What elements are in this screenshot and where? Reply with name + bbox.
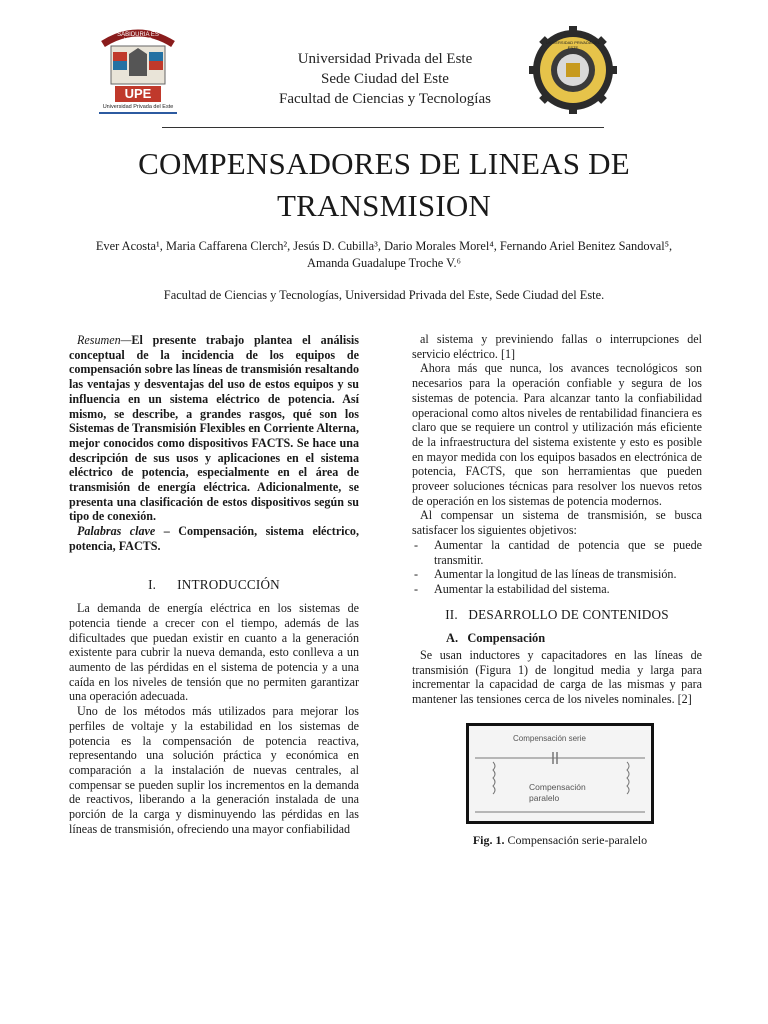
list-item: - Aumentar la cantidad de potencia que se puede transmitir. (412, 538, 702, 567)
campus-name: Sede Ciudad del Este (321, 71, 449, 87)
section-heading-introduccion (69, 578, 359, 593)
upe-logo-acronym: UPE (124, 86, 152, 101)
figure-label-paralelo-2: paralelo (529, 793, 560, 803)
paper-title-line1: COMPENSADORES DE LINEAS DE (138, 146, 630, 181)
authors-line1: Ever Acosta¹, Maria Caffarena Clerch², Jesús D. Cubilla³, Dario Morales Morel⁴, Fernando Ariel Benitez Sandoval⁵, (95, 239, 673, 253)
authors-line2: Amanda Guadalupe Troche V.⁶ (307, 256, 461, 270)
abstract-text: El presente trabajo plantea el análisis conceptual de la incidencia de los equipos de compensación sobre las líneas de transmisión resaltando las ventajas y desventajas del uso de estos equipos y su influencia en un sistema eléctrico de potencia. Así mismo, se describe, a grandes rasgos, qué son los Sistemas de Transmisión Flexibles en Corriente Alterna, mejor conocidos como dispositivos FACTS. Se hace una descripción de sus usos y aplicaciones en el sistema eléctrico de potencia, especialmente en el área de transmisión de energía eléctrica. Adicionalmente, se presenta una clasificación de estos dispositivos según su tipo de conexión. (69, 333, 359, 524)
paper-title (60, 143, 708, 227)
university-name: Universidad Privada del Este (297, 51, 473, 67)
section-number: II. (445, 606, 458, 622)
affiliation: Facultad de Ciencias y Tecnologías, Universidad Privada del Este, Sede Ciudad del Este. (163, 288, 605, 302)
subsection-label: A. (446, 631, 459, 646)
upe-logo (95, 26, 181, 122)
right-paragraph-3: Al compensar un sistema de transmisión, se busca satisfacer los siguientes objetivos: (412, 508, 702, 538)
subsection-title: Compensación (467, 631, 546, 646)
section-heading-desarrollo (412, 608, 702, 623)
caption-text: Compensación serie-paralelo (504, 833, 648, 847)
figure-compensation-diagram (466, 723, 654, 824)
faculty-name: Facultad de Ciencias y Tecnologías (279, 91, 491, 107)
abstract (69, 333, 359, 524)
keywords-text: – Compensación, sistema eléctrico, potencia, FACTS. (69, 524, 359, 553)
caption-label: Fig. 1. (472, 833, 505, 847)
figure-caption (430, 833, 690, 848)
faculty-seal-text: UNIVERSIDAD PRIVADA DEL ESTE (545, 40, 601, 50)
section-title: DESARROLLO DE CONTENIDOS (468, 606, 669, 622)
figure-label-serie: Compensación serie (513, 734, 586, 743)
faculty-seal-logo (528, 25, 618, 115)
header-divider (162, 127, 604, 128)
abstract-label: Resumen— (77, 333, 132, 347)
section-title: INTRODUCCIÓN (177, 576, 280, 592)
list-item: - Aumentar la estabilidad del sistema. (412, 582, 702, 597)
authors (40, 238, 728, 272)
compensation-paragraph: Se usan inductores y capacitadores en las líneas de transmisión (Figura 1) de longitud media y larga para incrementar la capacidad de carga de las mismas y para mantener las tensiones cerca de los niveles nominales. [2] (412, 648, 702, 707)
objectives-list (412, 538, 702, 597)
intro-paragraph-1: La demanda de energía eléctrica en los sistemas de potencia tiende a crecer con el tiempo, además de las dificultades que puedan existir en cuanto a la generación existente para cubrir la nueva demanda, esto conlleva a un aumento de las pérdidas en el sistema de potencia y a una caída en los niveles de tensión que no permiten garantizar una operación adecuada. (69, 601, 359, 704)
section-number: I. (148, 576, 157, 592)
intro-paragraph-2: Uno de los métodos más utilizados para mejorar los perfiles de voltaje y la estabilidad en los sistemas de potencia es la compensación de potencia reactiva, representando una solución práctica y económica en comparación a la instalación de nuevas centrales, al compensar se pueden suplir los incrementos en la demanda de reactivos, liberando a la generación instalada de una porción de la carga y disminuyendo las pérdidas en las líneas de transmisión, ofreciendo una mayor confiabilidad (69, 704, 359, 836)
right-paragraph-1: al sistema y previniendo fallas o interrupciones del servicio eléctrico. [1] (412, 332, 702, 361)
keywords-label: Palabras clave (77, 524, 156, 539)
figure-label-paralelo-1: Compensación (529, 782, 586, 792)
keywords (69, 524, 359, 553)
left-column (69, 333, 359, 837)
list-item: - Aumentar la longitud de las líneas de transmisión. (412, 567, 702, 582)
upe-logo-top-text: SABIDURIA ES LIBERTAD (117, 32, 159, 44)
subsection-heading (446, 631, 702, 646)
upe-logo-bottom-text: Universidad Privada del Este (102, 104, 174, 110)
right-column (412, 332, 702, 707)
paper-title-line2: TRANSMISION (276, 188, 492, 223)
right-paragraph-2: Ahora más que nunca, los avances tecnológicos son necesarios para la operación confiable y segura de los sistemas de potencia. Para alcanzar tanto la confiabilidad operacional como altos niveles de rentabilidad financiera es claro que se requiere un control y utilización más eficiente de la infraestructura del sistema existente y esto es posible en mayor medida con los equipos basados en electrónica de potencia, FACTS, que son herramientas que pueden proveer soluciones técnicas para resolver los nuevos retos de operación en los sistemas de potencia modernos. (412, 361, 702, 508)
